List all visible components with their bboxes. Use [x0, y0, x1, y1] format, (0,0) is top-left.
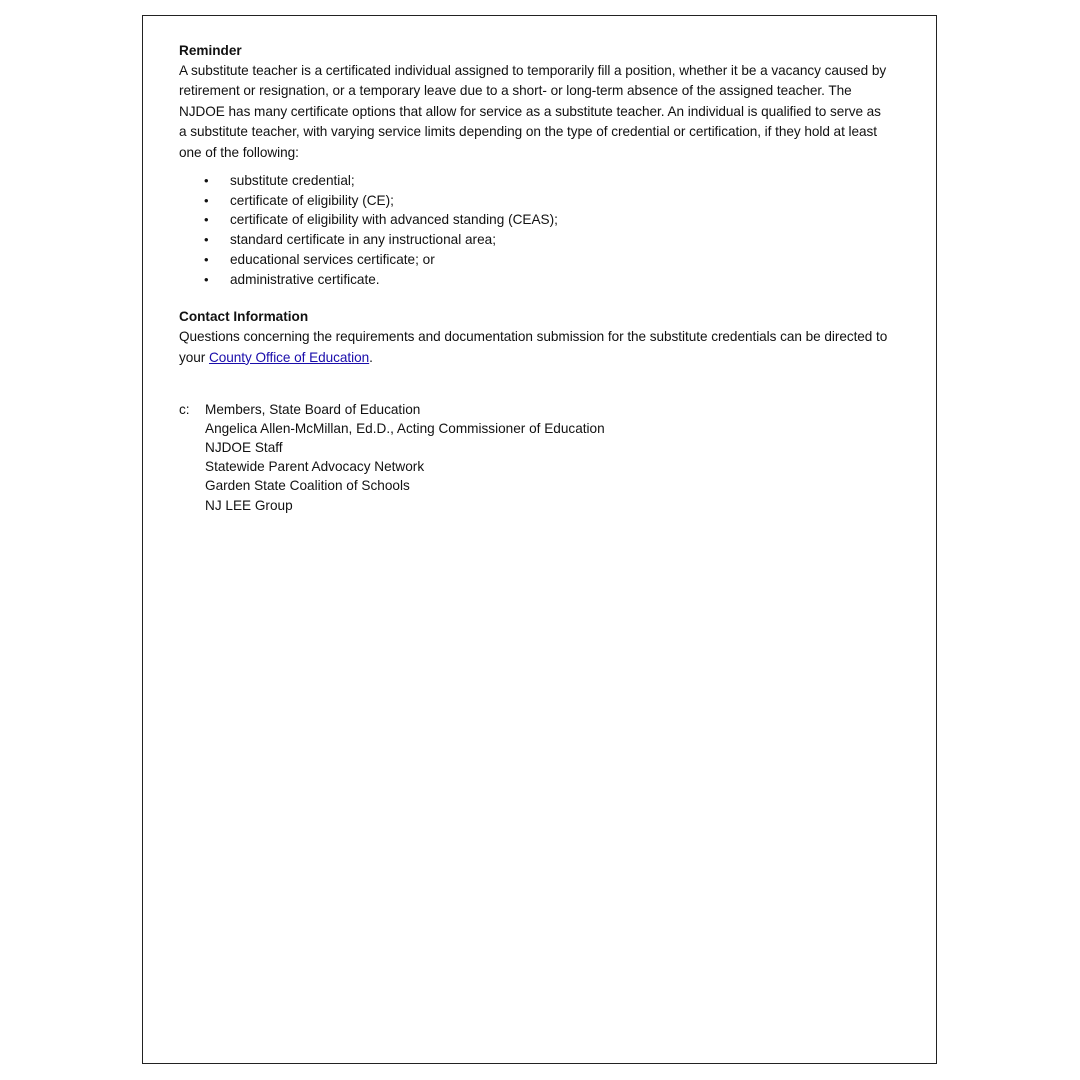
contact-paragraph: [179, 327, 891, 368]
list-item: [179, 270, 891, 290]
bullet-icon: •: [204, 232, 209, 248]
list-item: [179, 210, 891, 230]
list-item-text: educational services certificate; or: [230, 251, 435, 267]
reminder-heading: Reminder: [179, 43, 242, 58]
cc-recipient: Angelica Allen-McMillan, Ed.D., Acting Commissioner of Education: [205, 421, 605, 437]
cc-recipient: Statewide Parent Advocacy Network: [205, 459, 425, 475]
cc-section: [179, 400, 891, 515]
contact-text: Questions concerning the requirements and documentation submission for the substitute credentials can be directed to your: [179, 329, 888, 365]
list-item-text: administrative certificate.: [230, 271, 380, 287]
cc-recipient: NJDOE Staff: [205, 440, 283, 456]
bullet-icon: •: [204, 173, 209, 189]
reminder-paragraph: A substitute teacher is a certificated individual assigned to temporarily fill a position, whether it be a vacancy caused by retirement or resignation, or a temporary leave due to a short- or long-term absence of the assigned teacher. The NJDOE has many certificate options that allow for service as a substitute teacher. An individual is qualified to serve as a substitute teacher, with varying service limits depending on the type of credential or certification, if they hold at least one of the following:: [179, 63, 887, 160]
contact-heading: Contact Information: [179, 309, 309, 325]
contact-section: [179, 307, 891, 368]
list-item: [179, 250, 891, 270]
list-item-text: substitute credential;: [230, 173, 355, 189]
list-item-text: standard certificate in any instructional area;: [230, 232, 496, 248]
bullet-icon: •: [204, 212, 209, 228]
list-item: [179, 230, 891, 250]
certificate-list: [179, 171, 891, 289]
cc-label: c:: [179, 402, 190, 418]
document-content: [179, 41, 891, 515]
contact-text-end: .: [369, 349, 373, 365]
bullet-icon: •: [204, 251, 209, 267]
cc-recipient-list: [179, 400, 891, 515]
cc-recipient: Garden State Coalition of Schools: [205, 478, 410, 494]
list-item-text: certificate of eligibility (CE);: [230, 192, 394, 208]
document-page: [142, 15, 937, 1064]
list-item: [179, 191, 891, 211]
county-office-link[interactable]: County Office of Education: [208, 349, 370, 365]
cc-recipient: NJ LEE Group: [205, 497, 293, 513]
bullet-icon: •: [204, 192, 209, 208]
cc-recipient: Members, State Board of Education: [205, 402, 421, 418]
bullet-icon: •: [204, 271, 209, 287]
list-item: [179, 171, 891, 191]
list-item-text: certificate of eligibility with advanced standing (CEAS);: [230, 212, 558, 228]
